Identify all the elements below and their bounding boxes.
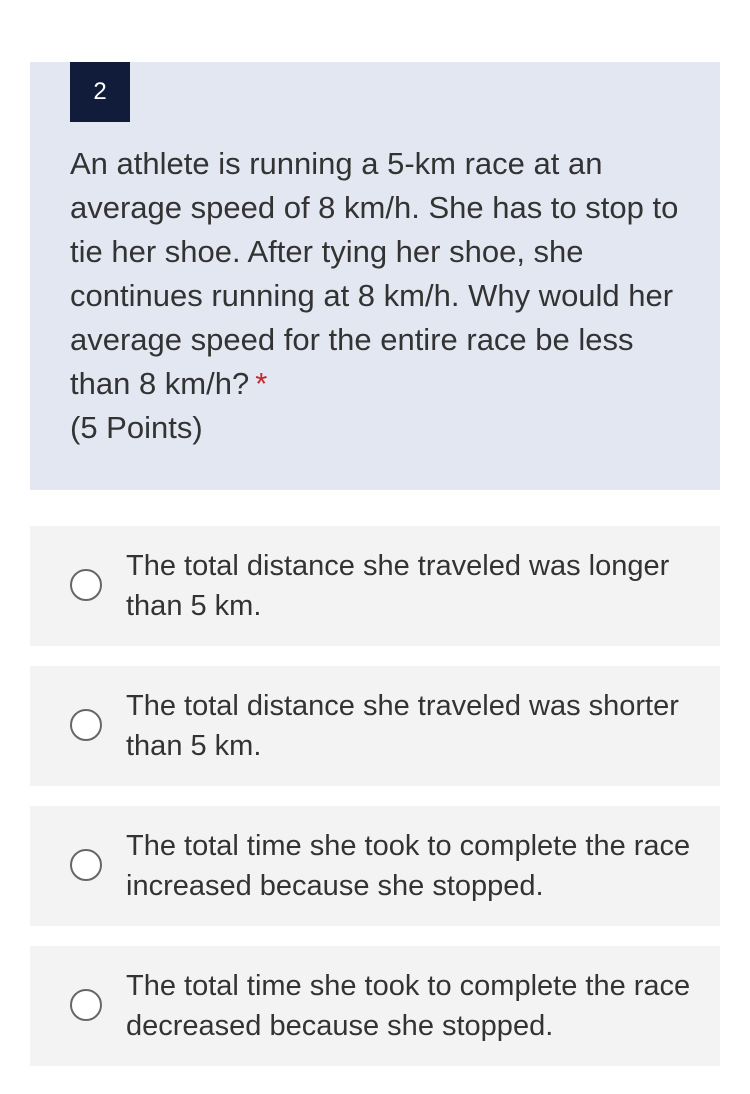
option-label: The total time she took to complete the race increased because she stopped. bbox=[126, 830, 691, 902]
question-text: An athlete is running a 5-km race at an average speed of 8 km/h. She has to stop to tie her shoe. After tying her shoe, she continues running at 8 km/h. Why would her average speed for the entire race be less than 8 km/h? bbox=[70, 146, 679, 401]
radio-button-icon[interactable] bbox=[70, 709, 102, 741]
option-label: The total distance she traveled was longer than 5 km. bbox=[126, 550, 670, 622]
question-points: (5 Points) bbox=[70, 410, 203, 445]
option-1[interactable] bbox=[30, 526, 720, 646]
option-label: The total distance she traveled was shorter than 5 km. bbox=[126, 690, 679, 762]
option-label: The total time she took to complete the race decreased because she stopped. bbox=[126, 970, 691, 1042]
option-2[interactable] bbox=[30, 666, 720, 786]
radio-button-icon[interactable] bbox=[70, 849, 102, 881]
question-title bbox=[70, 142, 690, 450]
required-asterisk: * bbox=[255, 366, 268, 401]
radio-button-icon[interactable] bbox=[70, 569, 102, 601]
radio-button-icon[interactable] bbox=[70, 989, 102, 1021]
answer-options bbox=[30, 526, 720, 1086]
option-3[interactable] bbox=[30, 806, 720, 926]
option-4[interactable] bbox=[30, 946, 720, 1066]
question-number-badge: 2 bbox=[70, 62, 130, 122]
question-card bbox=[30, 62, 720, 490]
